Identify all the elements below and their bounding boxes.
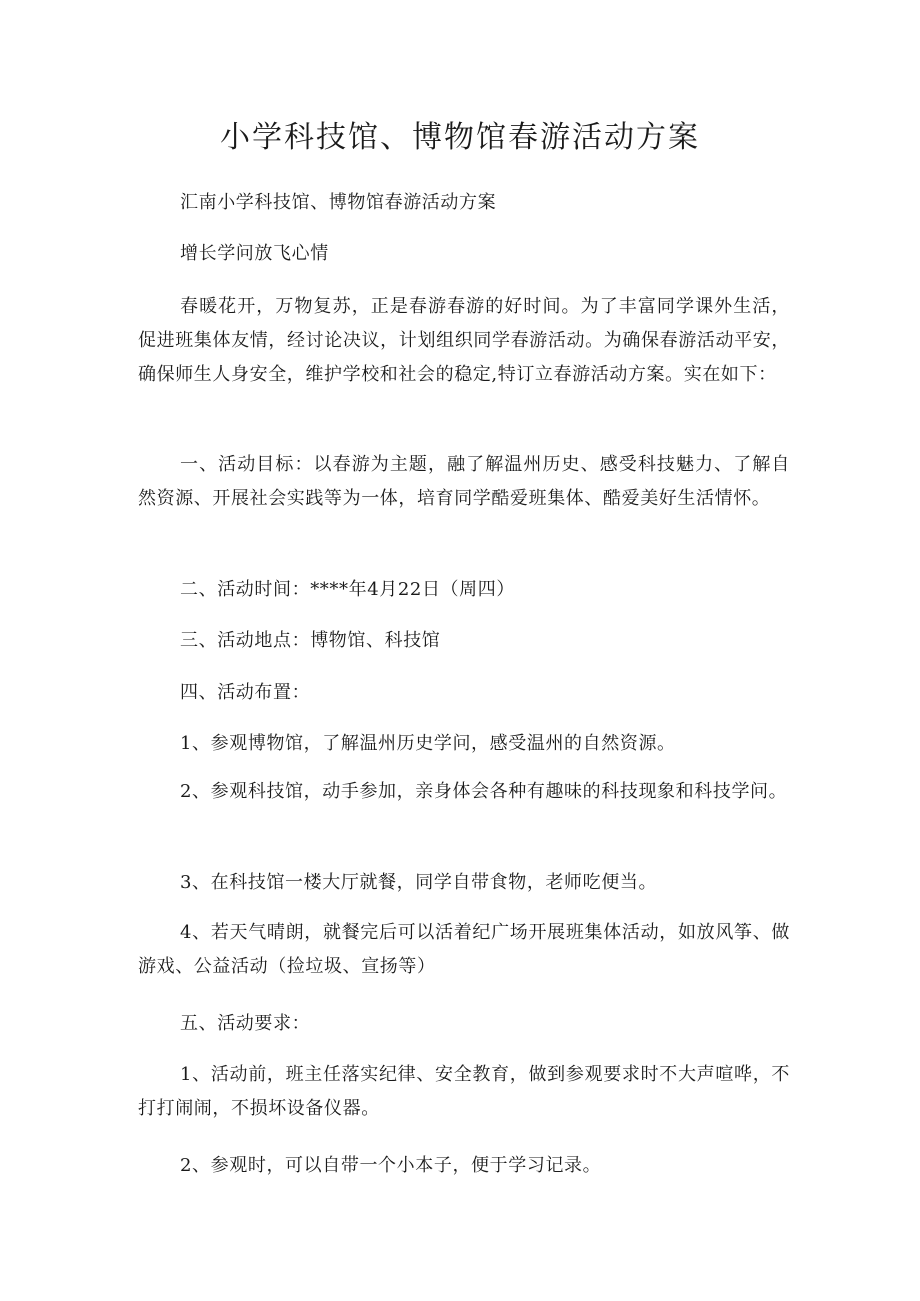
- document-title: 小学科技馆、博物馆春游活动方案: [220, 120, 700, 155]
- requirement-item-1: 1、活动前，班主任落实纪律、安全教育，做到参观要求时不大声喧哗，不打打闹闹，不损坏设备仪器。: [138, 1064, 790, 1119]
- intro-paragraph: 春暖花开，万物复苏，正是春游春游的好时间。为了丰富同学课外生活，促进班集体友情，经讨论决议，计划组织同学春游活动。为确保春游活动平安，确保师生人身安全，维护学校和社会的稳定,特订立春游活动方案。实在如下：: [138, 296, 790, 385]
- subtitle-school-plan: 汇南小学科技馆、博物馆春游活动方案: [180, 192, 497, 213]
- section-requirements-heading: 五、活动要求：: [180, 1013, 311, 1034]
- arrangement-item-4: 4、若天气晴朗，就餐完后可以活着纪广场开展班集体活动，如放风筝、做游戏、公益活动（捡垃圾、宣扬等）: [138, 922, 790, 977]
- arrangement-item-2: 2、参观科技馆，动手参加，亲身体会各种有趣味的科技现象和科技学问。: [180, 781, 788, 802]
- arrangement-item-3: 3、在科技馆一楼大厅就餐，同学自带食物，老师吃便当。: [180, 872, 658, 893]
- requirement-item-2: 2、参观时，可以自带一个小本子，便于学习记录。: [180, 1155, 602, 1176]
- section-location: 三、活动地点：博物馆、科技馆: [180, 630, 441, 651]
- arrangement-item-1: 1、参观博物馆，了解温州历史学问，感受温州的自然资源。: [180, 733, 676, 754]
- subtitle-slogan: 增长学问放飞心情: [180, 243, 329, 264]
- section-time: 二、活动时间：****年4月22日（周四）: [180, 579, 515, 600]
- section-arrangement-heading: 四、活动布置：: [180, 682, 311, 703]
- section-goal: 一、活动目标：以春游为主题，融了解温州历史、感受科技魅力、了解自然资源、开展社会实践等为一体，培育同学酷爱班集体、酷爱美好生活情怀。: [138, 454, 790, 509]
